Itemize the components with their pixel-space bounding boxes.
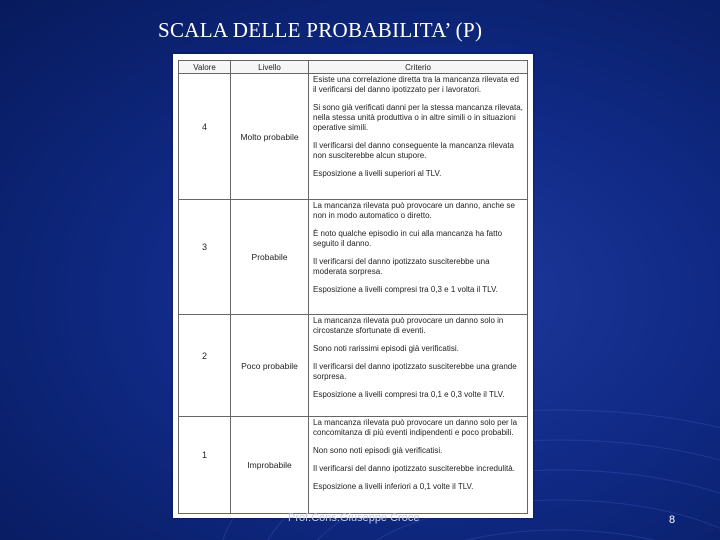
criterion-text: Esposizione a livelli compresi tra 0,1 e 0,3 volte il TLV. [313,390,505,399]
header-livello: Livello [231,61,309,74]
footer-author: Prof.Cons.Giuseppe Croce [288,512,420,524]
criterion-text: Esposizione a livelli superiori al TLV. [313,169,442,178]
document-image [173,54,533,518]
criterion-text: È noto qualche episodio in cui alla mancanza ha fatto seguito il danno. [313,229,503,248]
header-valore: Valore [179,61,231,74]
header-criterio: Criterio [309,61,528,74]
value-cell: 2 [179,315,231,417]
criteria-cell [309,200,528,315]
criterion-text: Il verificarsi del danno ipotizzato susciterebbe incredulità. [313,464,515,473]
value-cell: 1 [179,417,231,514]
level-cell: Probabile [231,200,309,315]
criterion-text: Esposizione a livelli compresi tra 0,3 e 1 volta il TLV. [313,285,498,294]
table-row [179,74,528,200]
page-number: 8 [669,514,676,526]
slide-title: SCALA DELLE PROBABILITA’ (P) [158,18,483,42]
probability-table [178,60,528,514]
value-cell: 4 [179,74,231,200]
criterion-text: Esposizione a livelli inferiori a 0,1 volte il TLV. [313,482,474,491]
criteria-cell [309,315,528,417]
criteria-cell [309,417,528,514]
criterion-text: Si sono già verificati danni per la stessa mancanza rilevata, nella stessa unità produttiva o in altre simili o in situazioni operative simili. [313,103,523,132]
criterion-text: La mancanza rilevata può provocare un danno solo in circostanze sfortunate di eventi. [313,316,504,335]
criterion-text: Esiste una correlazione diretta tra la mancanza rilevata ed il verificarsi del danno ipotizzato per i lavoratori. [313,75,519,94]
criterion-text: Il verificarsi del danno ipotizzato susciterebbe una moderata sorpresa. [313,257,490,276]
table-row [179,417,528,514]
level-cell: Improbabile [231,417,309,514]
criterion-text: Il verificarsi del danno conseguente la mancanza rilevata non susciterebbe alcun stupore. [313,141,515,160]
table-row [179,200,528,315]
level-cell: Poco probabile [231,315,309,417]
criterion-text: La mancanza rilevata può provocare un danno, anche se non in modo automatico o diretto. [313,201,515,220]
criterion-text: Il verificarsi del danno ipotizzato susciterebbe una grande sorpresa. [313,362,517,381]
value-cell: 3 [179,200,231,315]
criterion-text: Sono noti rarissimi episodi già verificatisi. [313,344,459,353]
criteria-cell [309,74,528,200]
table-row [179,315,528,417]
criterion-text: Non sono noti episodi già verificatisi. [313,446,443,455]
criterion-text: La mancanza rilevata può provocare un danno solo per la concomitanza di più eventi indipendenti e poco probabili. [313,418,518,437]
table-header-row [179,61,528,74]
level-cell: Molto probabile [231,74,309,200]
